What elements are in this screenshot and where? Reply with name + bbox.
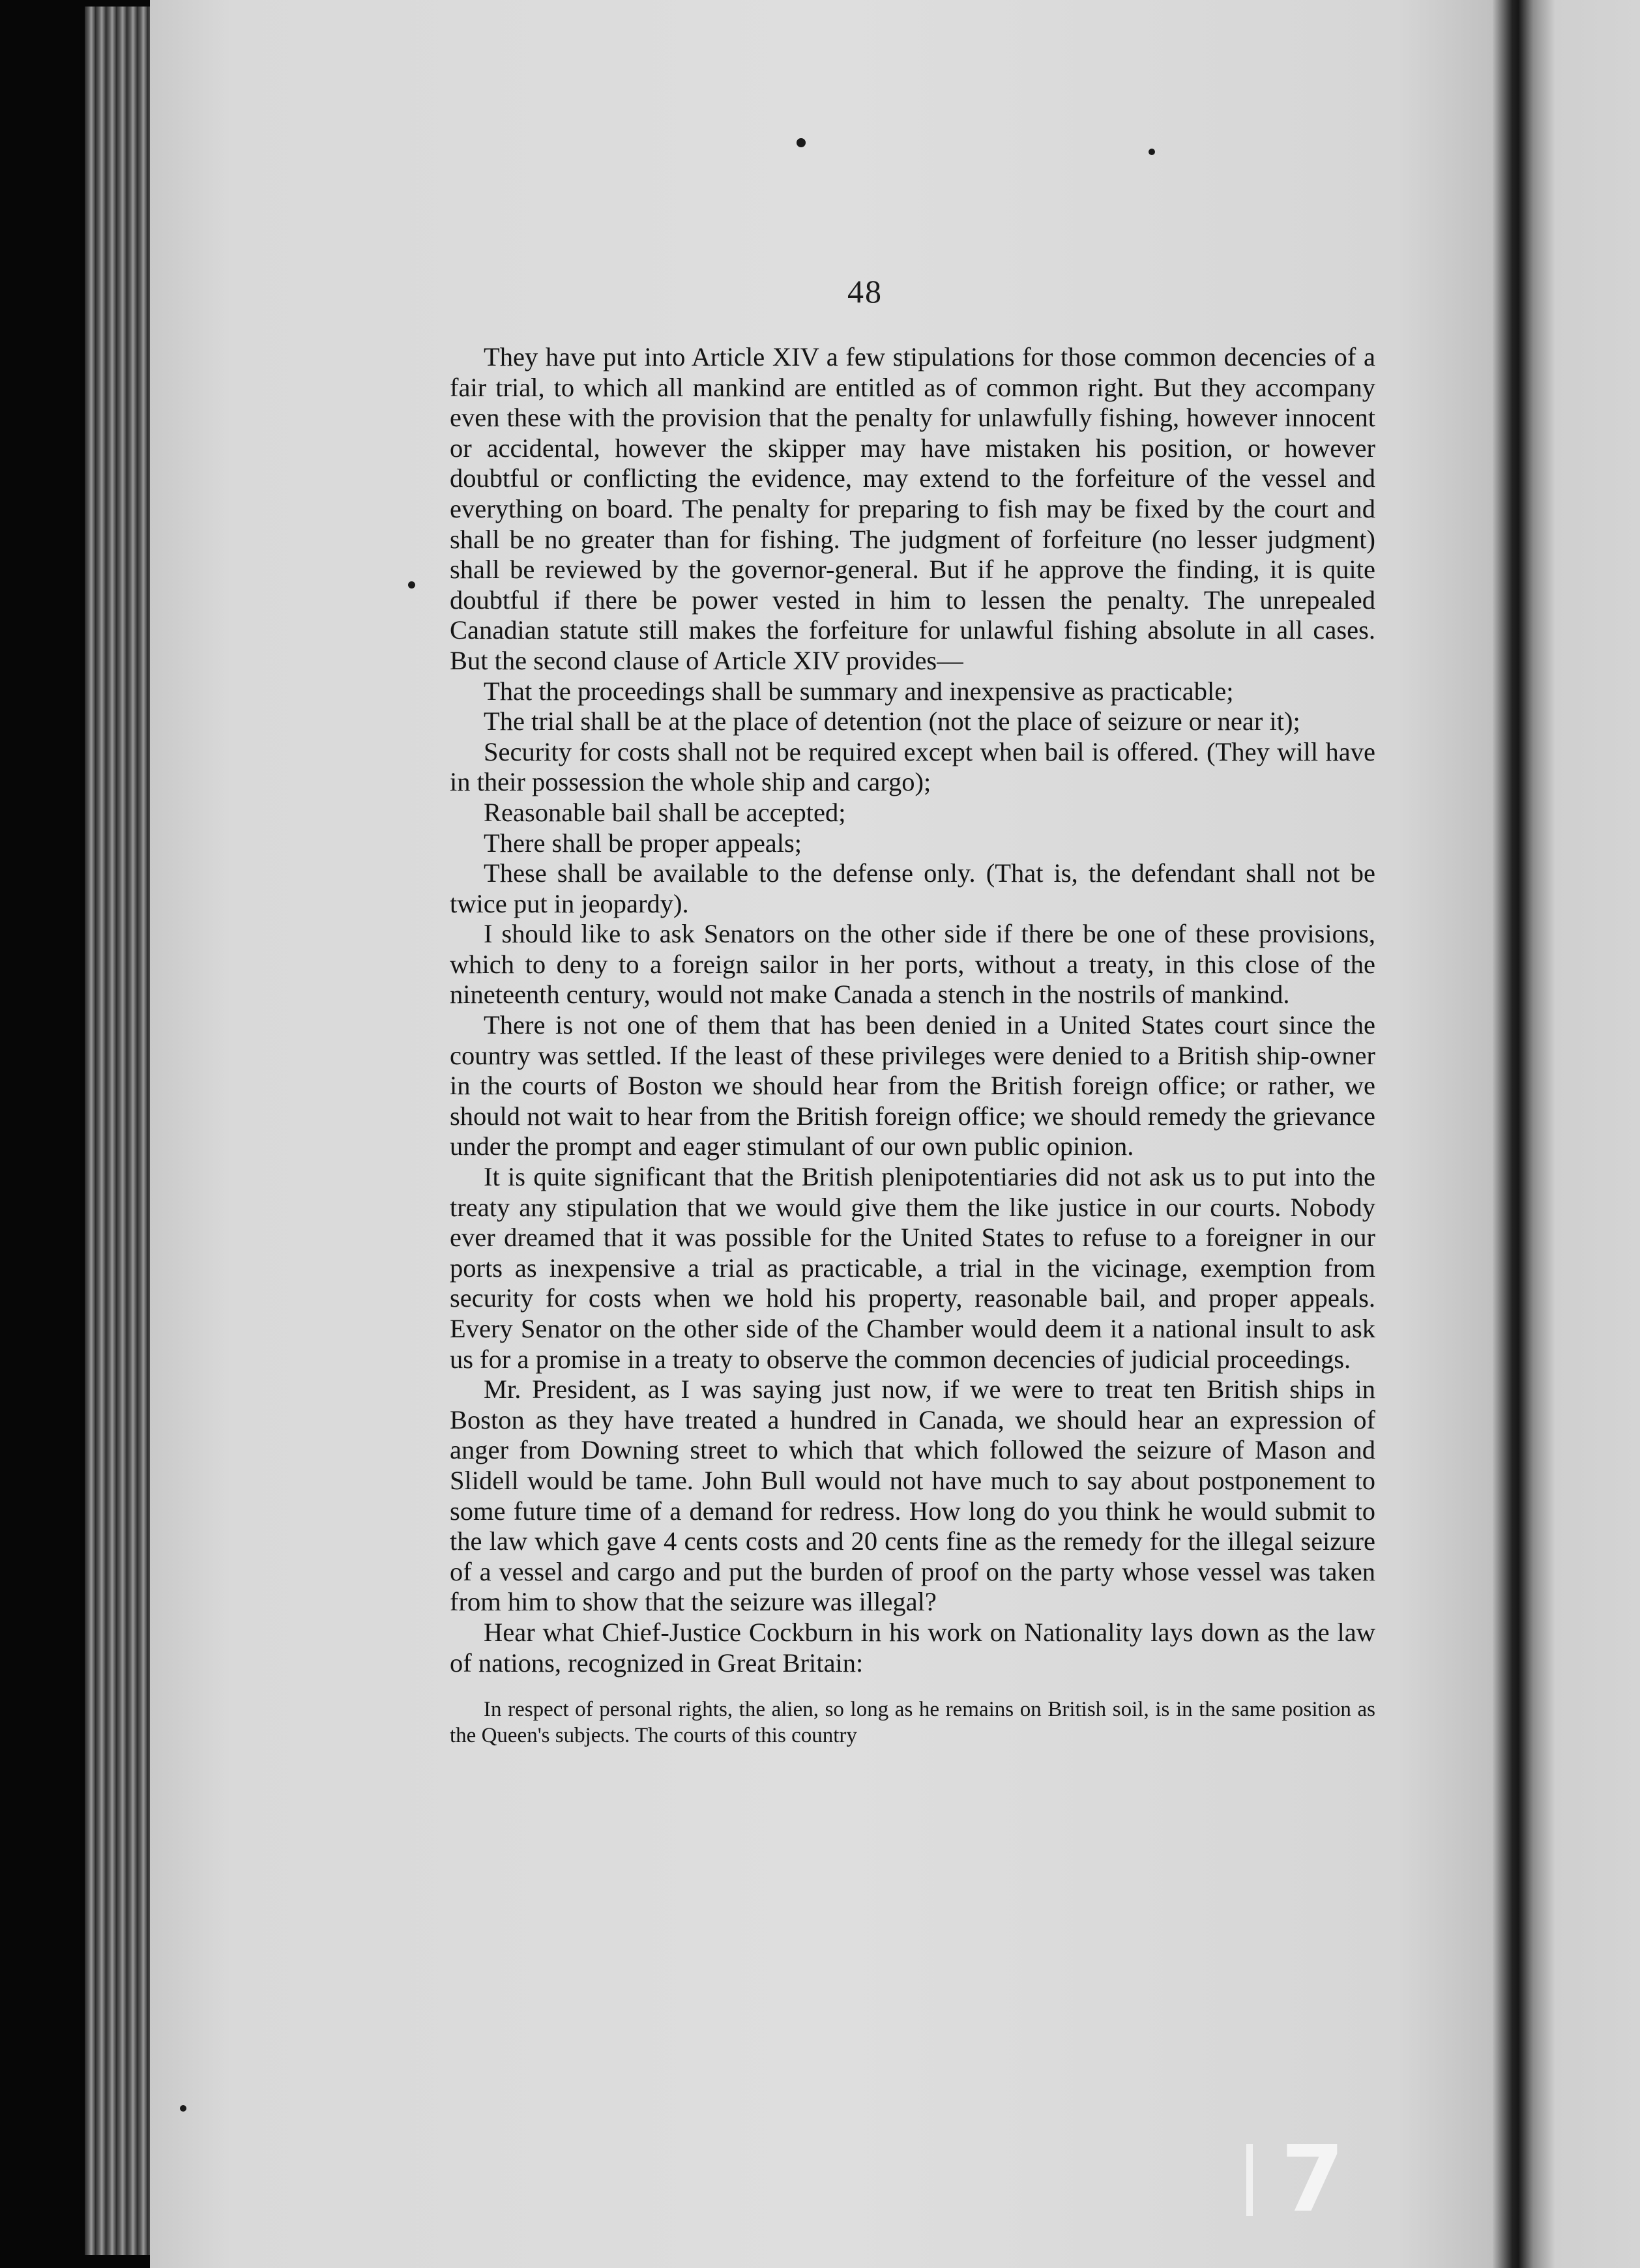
paragraph: Reasonable bail shall be accepted; [484,797,846,827]
scan-speck [180,2105,186,2112]
archive-mark-bar [1246,2144,1253,2216]
block-quote: In respect of personal rights, the alien, so long as he remains on British soil, is in the same position as the Queen's subjects. The courts of this country [450,1698,1375,1748]
scan-speck [1149,149,1155,155]
archive-mark: 7 [1281,2127,1345,2233]
paragraph: Mr. President, as I was saying just now, if we were to treat ten British ships in Boston as they have treated a hundred in Canada, we should hear an expression of anger from Downing street to which that which followed the seizure of Mason and Slidell would be tame. John Bull would not have much to say about postponement to some future time of a demand for redress. How long do you think he would submit to the law which gave 4 cents costs and 20 cents fine as the remedy for the illegal seizure of a vessel and cargo and put the burden of proof on the party whose vessel was taken from him to show that the seizure was illegal? [450,1374,1375,1617]
paragraph: It is quite significant that the British plenipotentiaries did not ask us to put into the treaty any stipulation that we would give them the like justice in our courts. Nobody ever dreamed that it was possible for the United States to refuse to a foreigner in our ports as inexpensive a trial as practicable, a trial in the vicinage, exemption from security for costs when we hold his property, reasonable bail, and proper appeals. Every Senator on the other side of the Chamber would deem it a national insult to ask us for a promise in a treaty to observe the common decencies of judicial proceedings. [450,1162,1375,1374]
paragraph: The trial shall be at the place of detention (not the place of seizure or near it); [484,706,1300,736]
facing-page-edge [1519,0,1640,2268]
paragraph: Security for costs shall not be required except when bail is offered. (They will have in their possession the whole ship and cargo); [450,736,1375,797]
paragraph: They have put into Article XIV a few stipulations for those common decencies of a fair trial, to which all mankind are entitled as of common right. But they accompany even these with the provision that the penalty for unlawfully fishing, however innocent or accidental, however the skipper may have mistaken his position, or however doubtful or conflicting the evidence, may extend to the forfeiture of the vessel and everything on board. The penalty for preparing to fish may be fixed by the court and shall be no greater than for fishing. The judgment of forfeiture (no lesser judgment) shall be reviewed by the governor-general. But if he approve the finding, it is quite doubtful if there be power vested in him to lessen the penalty. The unrepealed Canadian statute still makes the forfeiture for unlawful fishing absolute in all cases. But the second clause of Article XIV provides— [450,342,1375,675]
paragraph: Hear what Chief-Justice Cockburn in his work on Nationality lays down as the law of nations, recognized in Great Britain: [450,1617,1375,1678]
paragraph: There is not one of them that has been denied in a United States court since the country was settled. If the least of these privileges were denied to a British ship-owner in the courts of Boston we should hear from the British foreign office; or rather, we should not wait to hear from the British foreign office; we should remedy the grievance under the prompt and eager stimulant of our own public opinion. [450,1010,1375,1161]
paragraph: I should like to ask Senators on the other side if there be one of these provisions, which to deny to a foreign sailor in her ports, without a treaty, in this close of the nineteenth century, would not make Canada a stench in the nostrils of mankind. [450,919,1375,1010]
paragraph: These shall be available to the defense only. (That is, the defendant shall not be twice put in jeopardy). [450,858,1375,918]
paragraph: There shall be proper appeals; [484,828,802,858]
body-text [450,342,1375,1749]
scan-speck [408,581,415,589]
paragraph: That the proceedings shall be summary and inexpensive as practicable; [484,676,1234,706]
scan-speck [797,138,806,147]
page-number: 48 [847,273,883,310]
